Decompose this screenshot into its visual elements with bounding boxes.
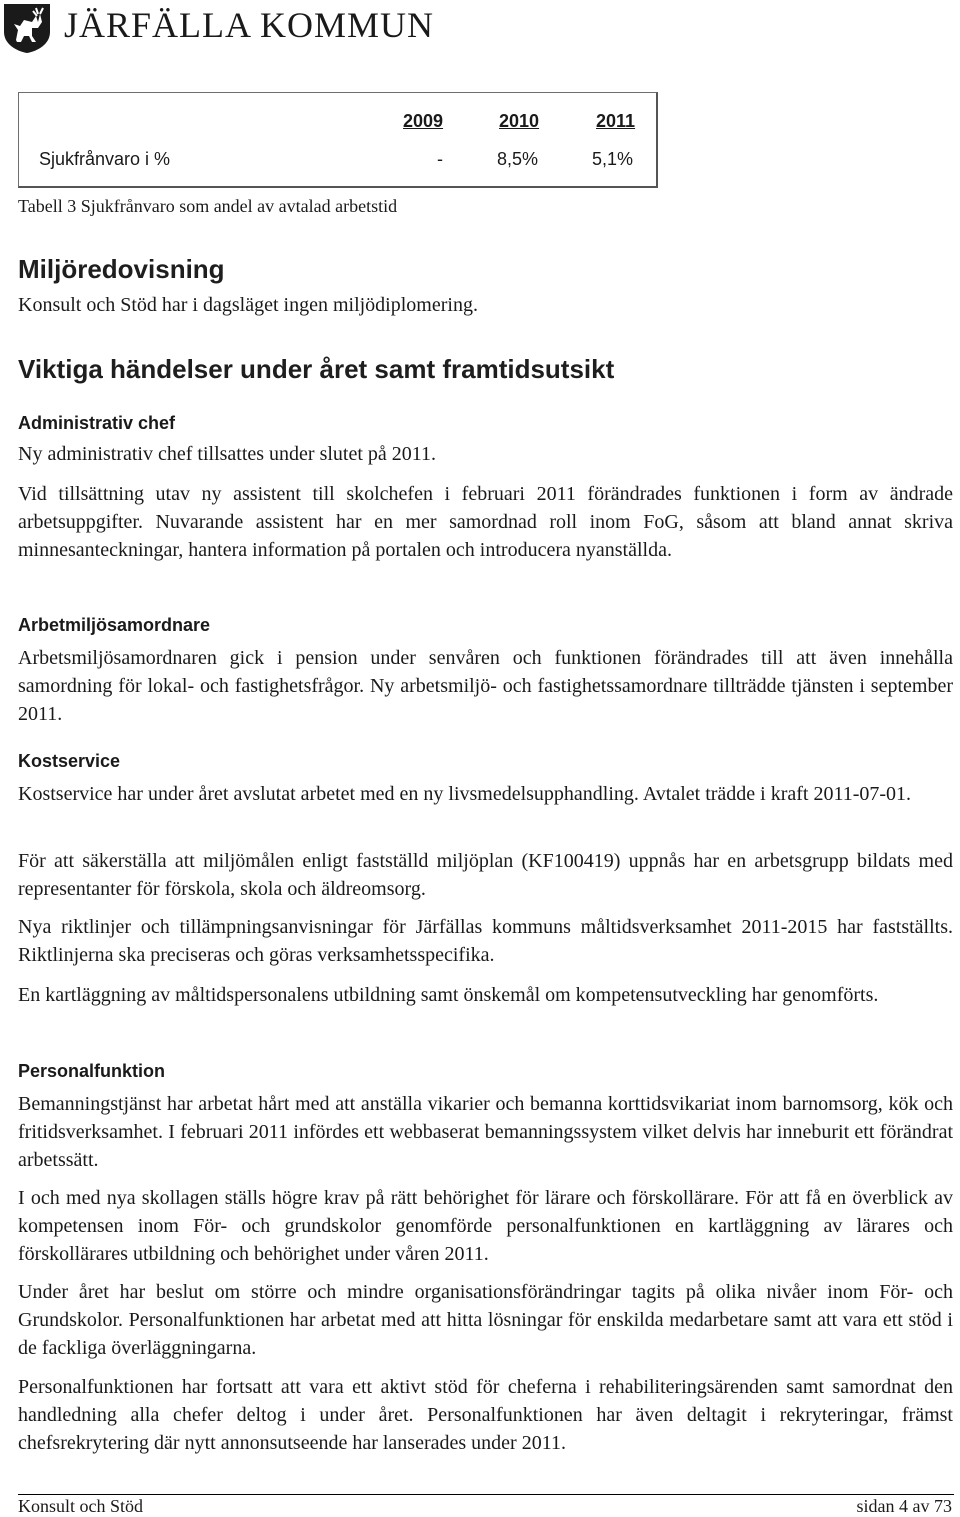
table-cell: 5,1% xyxy=(592,149,634,169)
paragraph: Under året har beslut om större och mindre organisationsförändringar tagits på olika nivåer inom För- och Grundskolor. Personalfunktionen har arbetat med att hitta lösningar för enskilda medarbetare samt att vara ett stöd i de fackliga överläggningarna. xyxy=(18,1281,953,1359)
table-caption: Tabell 3 Sjukfrånvaro som andel av avtalad arbetstid xyxy=(18,196,398,216)
paragraph: Arbetsmiljösamordnaren gick i pension under senvåren och funktionen förändrades till att även innehålla samordning för lokal- och fastighetsfrågor. Ny arbetsmiljö- och fastighetssamordnare tillträdde tjänsten i september 2011. xyxy=(18,647,953,725)
paragraph: I och med nya skollagen ställs högre krav på rätt behörighet för lärare och förskollärare. För att få en överblick av kompetensen inom För- och grundskolor genomförde personalfunktionen en kartläggning av lärares och förskollärares utbildning och behörighet under våren 2011. xyxy=(18,1187,953,1265)
paragraph: Nya riktlinjer och tillämpningsanvisningar för Järfällas kommuns måltidsverksamhet 2011-2015 har fastställts. Riktlinjerna ska preciseras och göras verksamhetsspecifika. xyxy=(18,916,953,966)
year-header: 2011 xyxy=(596,111,636,131)
year-header: 2010 xyxy=(499,111,540,131)
sick-leave-table xyxy=(18,92,658,188)
footer-page-number: sidan 4 av 73 xyxy=(856,1496,952,1516)
paragraph: En kartläggning av måltidspersonalens utbildning samt önskemål om kompetensutveckling har genomförts. xyxy=(18,984,879,1006)
footer-divider xyxy=(18,1494,954,1495)
subheading-arbetmiljosamordnare: Arbetmiljösamordnare xyxy=(18,615,211,635)
subheading-personalfunktion: Personalfunktion xyxy=(18,1061,166,1081)
paragraph: Personalfunktionen har fortsatt att vara ett aktivt stöd för cheferna i rehabiliteringsärenden samt samordnat den handledning alla chefer deltog i under året. Personalfunktionen har även deltagit i rekryteringar, främst chefsrekrytering där nytt annonsutseende har lanserades under 2011. xyxy=(18,1376,953,1454)
paragraph: Kostservice har under året avslutat arbetet med en ny livsmedelsupphandling. Avtalet trädde i kraft 2011-07-01. xyxy=(18,783,912,805)
section-heading-viktiga-handelser: Viktiga händelser under året samt framtidsutsikt xyxy=(18,354,615,384)
footer-department: Konsult och Stöd xyxy=(18,1496,144,1516)
org-name: JÄRFÄLLA KOMMUN xyxy=(64,5,435,45)
paragraph: Konsult och Stöd har i dagsläget ingen miljödiplomering. xyxy=(18,294,478,316)
paragraph: Bemanningstjänst har arbetat hårt med att anställa vikarier och bemanna korttidsvikariat inom barnomsorg, kök och fritidsverksamhet. I februari 2011 infördes ett webbaserat bemanningssystem vilket delvis har inneburit ett förändrat arbetssätt. xyxy=(18,1093,953,1171)
year-header: 2009 xyxy=(403,111,444,131)
subheading-kostservice: Kostservice xyxy=(18,751,121,771)
section-heading-miljoredovisning: Miljöredovisning xyxy=(18,254,225,284)
row-label: Sjukfrånvaro i % xyxy=(39,149,171,169)
paragraph: Vid tillsättning utav ny assistent till skolchefen i februari 2011 förändrades funktionen i form av ändrade arbetsuppgifter. Nuvarande assistent har en mer samordnad roll inom FoG, såsom att bland annat skriva minnesanteckningar, hantera information på portalen och introducera nyanställda. xyxy=(18,483,953,561)
reindeer-coat-of-arms-icon xyxy=(2,2,52,54)
subheading-administrativ-chef: Administrativ chef xyxy=(18,413,176,433)
table-cell: - xyxy=(437,149,443,169)
paragraph: Ny administrativ chef tillsattes under slutet på 2011. xyxy=(18,443,437,465)
table-cell: 8,5% xyxy=(497,149,539,169)
paragraph: För att säkerställa att miljömålen enligt fastställd miljöplan (KF100419) uppnås har en arbetsgrupp bildats med representanter för förskola, skola och äldreomsorg. xyxy=(18,850,953,900)
